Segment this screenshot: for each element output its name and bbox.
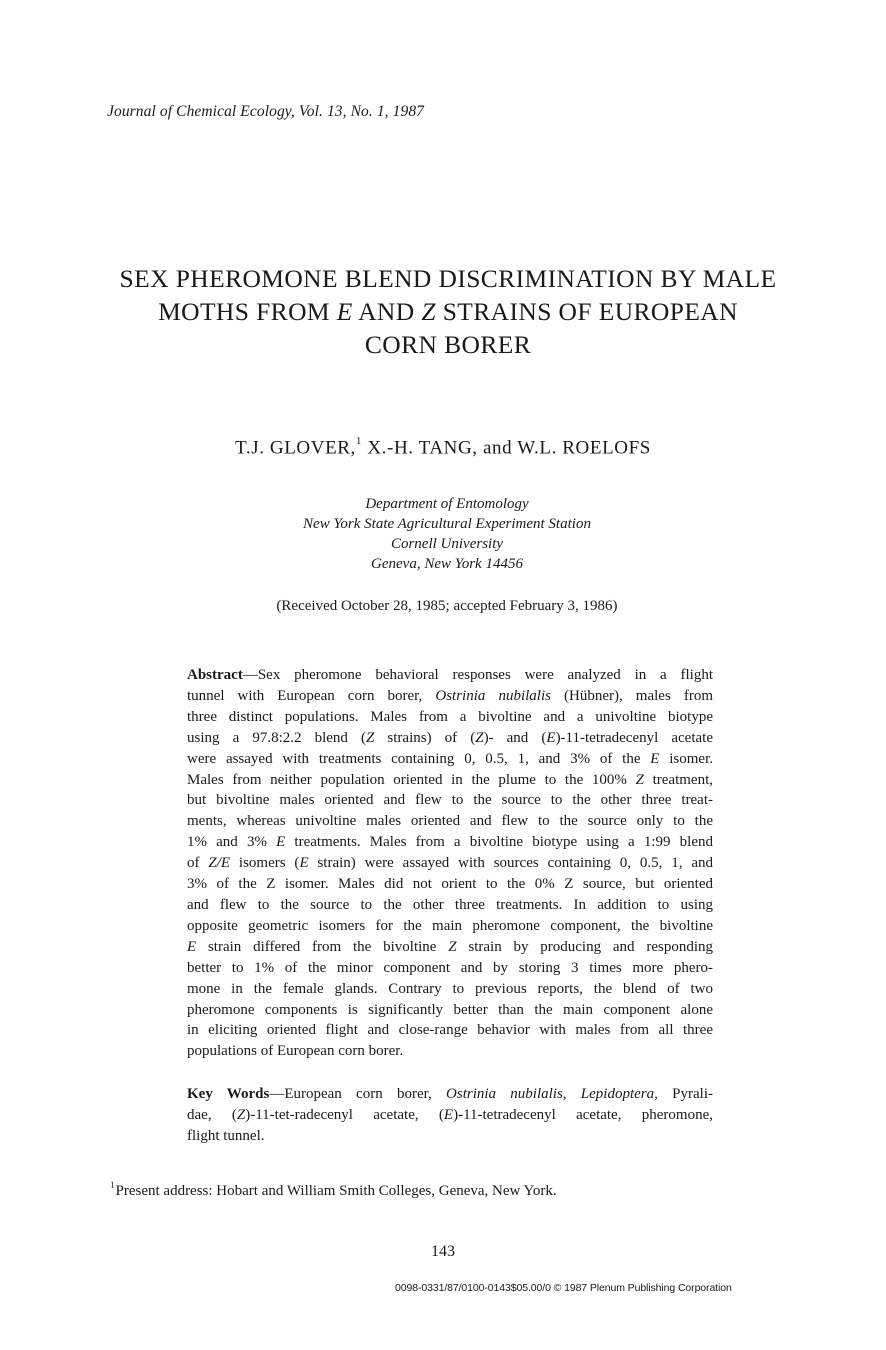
- title-line-2-part-a: MOTHS FROM: [158, 297, 337, 326]
- abstract-line: mone in the female glands. Contrary to previous reports, the blend of two: [187, 980, 713, 997]
- keywords-line: Key Words—European corn borer, Ostrinia nubilalis, Lepidoptera, Pyrali-: [187, 1086, 713, 1102]
- footnote-marker: 1: [110, 1180, 115, 1190]
- title-line-1: SEX PHEROMONE BLEND DISCRIMINATION BY MALE: [119, 264, 777, 293]
- affiliation-line: Geneva, New York 14456: [371, 556, 523, 572]
- abstract-line: of Z/E isomers (E strain) were assayed with sources containing 0, 0.5, 1, and: [187, 855, 713, 872]
- abstract-line: better to 1% of the minor component and by storing 3 times more phero-: [187, 959, 713, 976]
- abstract-line: in eliciting oriented flight and close-range behavior with males from all three: [187, 1022, 713, 1039]
- keywords-italic: Ostrinia nubilalis, Lepidoptera,: [446, 1086, 658, 1102]
- abstract-line: Males from neither population oriented in the plume to the 100% Z treatment,: [187, 771, 713, 788]
- footnote: [110, 1181, 557, 1200]
- abstract-line: were assayed with treatments containing 0, 0.5, 1, and 3% of the E isomer.: [187, 750, 713, 767]
- abstract-italic: Z: [475, 729, 484, 746]
- abstract-italic: E: [546, 729, 556, 746]
- affiliation: [0, 494, 886, 574]
- abstract-italic: Z: [365, 729, 375, 746]
- abstract-italic: E: [299, 855, 309, 872]
- abstract-italic: Z: [635, 771, 644, 788]
- keywords-heading: Key Words: [187, 1086, 270, 1102]
- abstract-line: using a 97.8:2.2 blend (Z strains) of (Z)- and (E)-11-tetradecenyl acetate: [187, 729, 713, 746]
- copyright-line: 0098-0331/87/0100-0143$05.00/0 © 1987 Plenum Publishing Corporation: [395, 1282, 732, 1294]
- keywords-line: dae, (Z)-11-tet-radecenyl acetate, (E)-11-tetradecenyl acetate, pheromone,: [187, 1106, 713, 1123]
- abstract-line: Abstract—Sex pheromone behavioral responses were analyzed in a flight: [187, 667, 713, 683]
- abstract-line: and flew to the source to the other three treatments. In addition to using: [187, 896, 713, 913]
- title-line-2-part-b: AND: [352, 297, 422, 326]
- abstract-line: 1% and 3% E treatments. Males from a bivoltine biotype using a 1:99 blend: [187, 834, 713, 851]
- affiliation-line: Department of Entomology: [365, 496, 529, 512]
- affiliation-line: New York State Agricultural Experiment Station: [303, 516, 591, 532]
- abstract-line: populations of European corn borer.: [187, 1043, 404, 1060]
- title-italic-e: E: [336, 297, 353, 326]
- author-glover: T.J. GLOVER,: [235, 437, 356, 459]
- abstract-italic: E: [276, 834, 286, 851]
- author-footnote-marker: 1: [355, 435, 363, 447]
- abstract-heading: Abstract: [187, 667, 243, 683]
- title-line-3: CORN BORER: [364, 330, 532, 359]
- abstract: [187, 665, 713, 1062]
- received-dates: (Received October 28, 1985; accepted February 3, 1986): [276, 598, 618, 614]
- abstract-italic: Z/E: [208, 855, 231, 872]
- title-italic-z: Z: [421, 297, 436, 326]
- abstract-line: 3% of the Z isomer. Males did not orient to the 0% Z source, but oriented: [187, 876, 713, 893]
- abstract-line: pheromone components is significantly better than the main component alone: [187, 1001, 713, 1018]
- abstract-italic: E: [187, 938, 197, 955]
- abstract-italic: E: [650, 750, 660, 767]
- abstract-italic: Z: [448, 938, 457, 955]
- author-list: [0, 437, 886, 459]
- abstract-line: opposite geometric isomers for the main pheromone component, the bivoltine: [187, 917, 713, 934]
- keywords-italic: E: [443, 1106, 454, 1123]
- title-line-2: [60, 295, 836, 328]
- page-number: 143: [431, 1243, 455, 1260]
- journal-citation: Journal of Chemical Ecology, Vol. 13, No. 1, 1987: [107, 103, 425, 120]
- key-words: [187, 1084, 713, 1147]
- abstract-line: three distinct populations. Males from a bivoltine and a univoltine biotype: [187, 708, 713, 725]
- abstract-line: but bivoltine males oriented and flew to the source to the other three treat-: [187, 792, 713, 809]
- abstract-line: E strain differed from the bivoltine Z strain by producing and responding: [187, 938, 713, 955]
- paper-title: [60, 262, 836, 361]
- title-line-2-part-c: STRAINS OF EUROPEAN: [435, 297, 738, 326]
- abstract-italic: Ostrinia nubilalis: [435, 687, 551, 704]
- abstract-line: ments, whereas univoltine males oriented and flew to the source only to the: [187, 813, 713, 830]
- keywords-line: flight tunnel.: [187, 1127, 265, 1144]
- affiliation-line: Cornell University: [390, 536, 504, 552]
- abstract-line: tunnel with European corn borer, Ostrinia nubilalis (Hübner), males from: [187, 687, 713, 704]
- author-others: X.-H. TANG, and W.L. ROELOFS: [362, 437, 651, 459]
- keywords-italic: Z: [236, 1106, 246, 1123]
- footnote-text: Present address: Hobart and William Smith Colleges, Geneva, New York.: [115, 1183, 557, 1199]
